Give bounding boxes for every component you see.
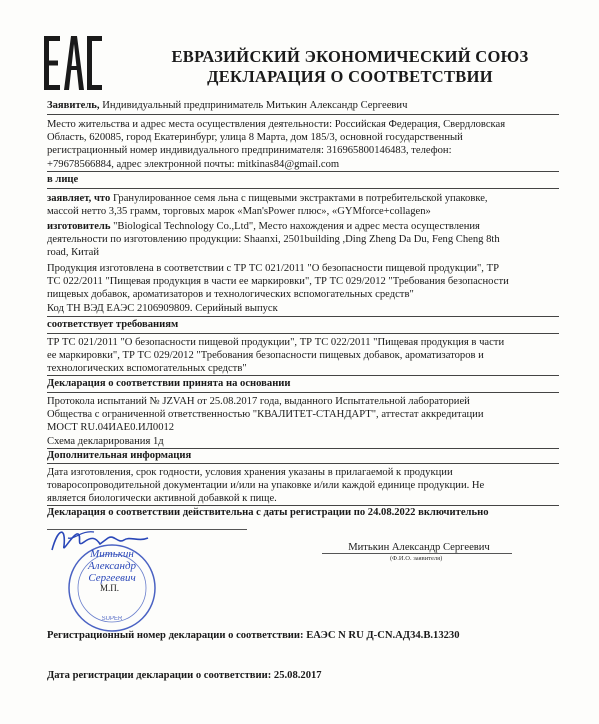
in-person-label: в лице <box>47 174 79 185</box>
registration-date-label: Дата регистрации декларации о соответствии: <box>47 670 272 681</box>
divider <box>47 171 559 172</box>
conforms-label: соответствует требованиям <box>47 319 179 330</box>
additional-block <box>47 466 557 506</box>
validity-statement: Декларация о соответствии действительна с даты регистрации по 24.08.2022 включительно <box>47 507 489 518</box>
divider <box>47 392 559 393</box>
stamp-text <box>66 548 158 584</box>
conforms-line: технологических вспомогательных средств" <box>47 363 247 375</box>
divider <box>47 114 559 115</box>
produced-line: ТС 022/2011 "Пищевая продукция в части ее маркировки", ТР ТС 029/2012 "Требования безопасности <box>47 276 509 288</box>
scheme-line: Схема декларирования 1д <box>47 435 164 447</box>
stamp-mp: М.П. <box>100 583 120 593</box>
applicant-label: Заявитель, <box>47 100 100 111</box>
signatory-name: Митькин Александр Сергеевич <box>348 542 490 553</box>
registration-number <box>47 629 557 642</box>
basis-label: Декларация о соответствии принята на основании <box>47 378 291 389</box>
conforms-line: ТР ТС 021/2011 "О безопасности пищевой продукции", ТР ТС 022/2011 "Пищевая продукция в части <box>47 337 505 348</box>
manufacturer-line: "Biological Technology Co.,Ltd", Место нахождения и адрес места осуществления <box>110 221 480 232</box>
basis-block <box>47 395 557 448</box>
additional-line: Дата изготовления, срок годности, условия хранения указаны в прилагаемой к продукции <box>47 467 453 478</box>
eac-logo <box>44 36 102 90</box>
declares-block <box>47 192 557 218</box>
additional-label: Дополнительная информация <box>47 450 192 461</box>
stamp-line: Сергеевич <box>88 572 136 584</box>
svg-text:SUPER: SUPER <box>101 616 123 622</box>
manufacturer-block <box>47 220 557 260</box>
manufacturer-line: road, Китай <box>47 247 99 259</box>
official-stamp <box>66 542 158 634</box>
divider <box>47 188 559 189</box>
declaration-heading: ДЕКЛАРАЦИЯ О СООТВЕТСТВИИ <box>207 67 493 86</box>
conforms-line: ее маркировки", ТР ТС 029/2012 "Требования безопасности пищевых добавок, ароматизаторов и <box>47 350 484 362</box>
divider <box>47 463 559 464</box>
applicant-value: Индивидуальный предприниматель Митькин Александр Сергеевич <box>99 100 408 111</box>
union-name: ЕВРАЗИЙСКИЙ ЭКОНОМИЧЕСКИЙ СОЮЗ <box>171 47 529 66</box>
declares-label: заявляет, что <box>47 193 111 204</box>
applicant-line <box>47 99 557 112</box>
basis-line: Общества с ограниченной ответственностью "КВАЛИТЕТ-СТАНДАРТ", аттестат аккредитации <box>47 409 484 421</box>
address-line: Место жительства и адрес места осуществления деятельности: Российская Федерация, Свердловская <box>47 119 506 130</box>
product-line: массой нетто 3,35 грамм, торговых марок «Man'sPower плюс», «GYMforce+collagen» <box>47 206 431 218</box>
registration-number-label: Регистрационный номер декларации о соответствии: <box>47 630 304 641</box>
additional-line: товаросопроводительной документации и/или на упаковке и/или каждой единице продукции. Не <box>47 480 485 492</box>
produced-line: Продукция изготовлена в соответствии с ТР ТС 021/2011 "О безопасности пищевой продукции", ТР <box>47 263 499 274</box>
manufacturer-line: деятельности по изготовлению продукции: Shaanxi, 2501building ,Ding Zheng Da Du, Feng Cheng 8th <box>47 234 500 246</box>
conforms-block <box>47 336 557 376</box>
stamp-line: Митькин <box>90 548 134 560</box>
applicant-address <box>47 118 557 171</box>
registration-date <box>47 669 557 682</box>
registration-date-value: 25.08.2017 <box>271 670 322 681</box>
produced-line: пищевых добавок, ароматизаторов и технологических вспомогательных средств" <box>47 289 414 301</box>
basis-line: МОСТ RU.04ИАЕ0.ИЛ0012 <box>47 422 175 434</box>
name-caption: (Ф.И.О. заявителя) <box>390 555 443 562</box>
signature-line <box>47 529 247 530</box>
stamp-line: Александр <box>87 560 137 572</box>
document-title <box>140 47 560 87</box>
name-underline <box>322 553 512 554</box>
divider <box>47 316 559 317</box>
additional-line: является биологически активной добавкой к пище. <box>47 493 277 505</box>
tnved-code: Код ТН ВЭД ЕАЭС 2106909809. Серийный выпуск <box>47 303 278 314</box>
product-line: Гранулированное семя льна с пищевыми экстрактами в потребительской упаковке, <box>110 193 488 204</box>
divider <box>47 375 559 376</box>
basis-line: Протокола испытаний № JZVAH от 25.08.2017 года, выданного Испытательной лабораторией <box>47 396 470 407</box>
manufacturer-label: изготовитель <box>47 221 111 232</box>
registration-number-value: ЕАЭС N RU Д-CN.АД34.В.13230 <box>303 630 460 641</box>
produced-per-block <box>47 262 557 302</box>
address-line: регистрационный номер индивидуального предпринимателя: 316965800146483, телефон: <box>47 145 452 157</box>
divider <box>47 333 559 334</box>
address-line: Область, 620085, город Екатеринбург, улица 8 Марта, дом 185/3, основной государственный <box>47 132 463 144</box>
address-line: +79678566884, адрес электронной почты: mitkinas84@gmail.com <box>47 158 340 170</box>
